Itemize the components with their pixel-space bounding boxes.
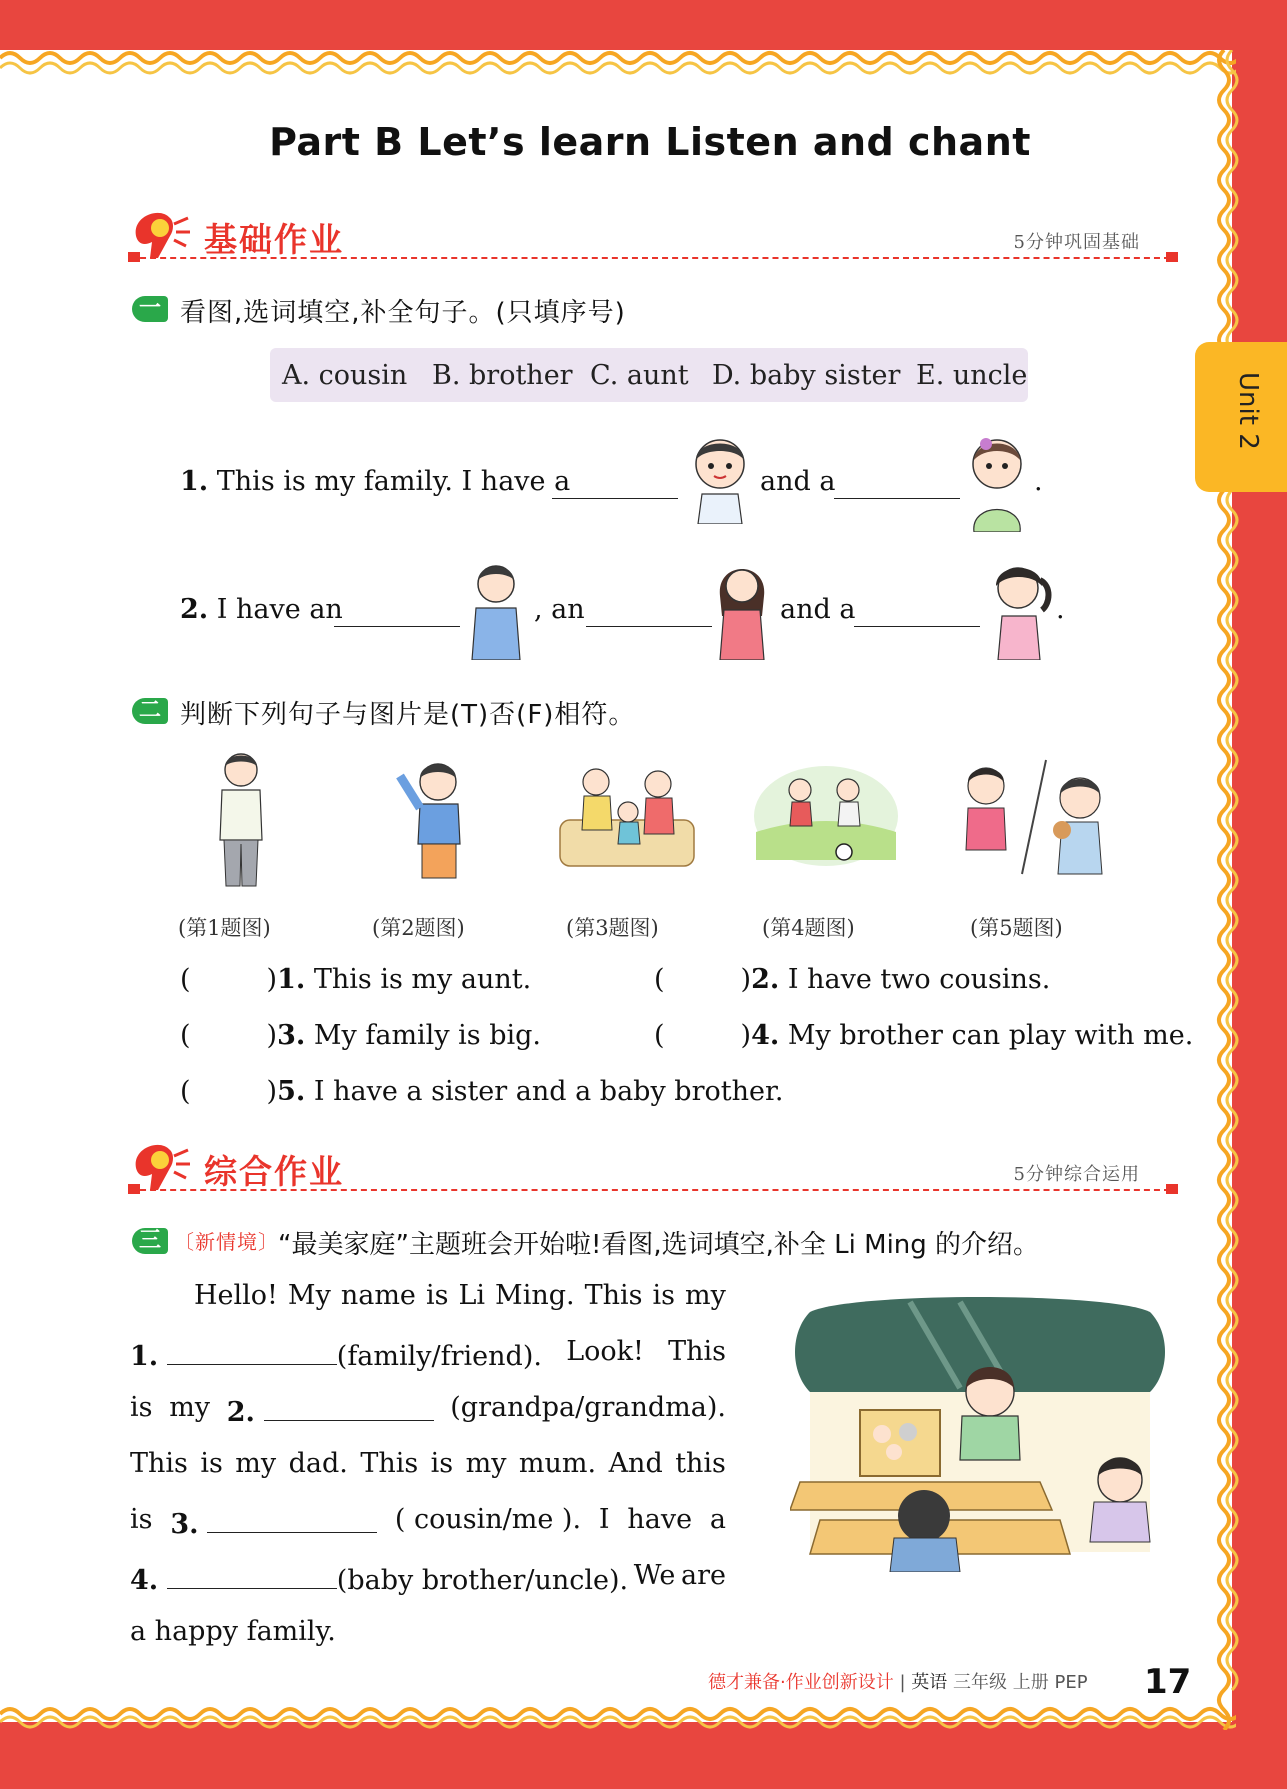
passage-line-5: is 3. ( cousin/me ). I have a [130, 1504, 726, 1540]
option-b: B. brother [432, 360, 573, 391]
sentence-1-part-1: This is my family. I have a [216, 466, 571, 497]
sentence-1-part-2: and a [760, 466, 836, 497]
question-badge-1: 一 [132, 296, 168, 322]
tf-item-2: ( )2. I have two cousins. [654, 964, 1051, 995]
page-footer [708, 1668, 1088, 1694]
divider-end-right [1166, 252, 1178, 262]
passage-line-2: 1. (family/friend). Look! This [130, 1336, 726, 1372]
passage-blank-4[interactable] [167, 1560, 337, 1589]
sentence-2-end: . [1056, 594, 1065, 625]
divider-end-right [1166, 1184, 1178, 1194]
caption-picture-1: (第1题图) [178, 916, 271, 940]
tf-item-1: ( )1. This is my aunt. [180, 964, 532, 995]
woman-aunt-illustration [714, 556, 770, 660]
question-badge-3: 三 [132, 1228, 168, 1254]
tf-item-3: ( )3. My family is big. [180, 1020, 542, 1051]
footer-volume: 上册 [1012, 1672, 1049, 1693]
page-number: 17 [1144, 1662, 1192, 1702]
classroom-illustration [790, 1292, 1170, 1572]
passage-blank-3[interactable] [207, 1504, 377, 1533]
tf-item-5: ( )5. I have a sister and a baby brother. [180, 1076, 784, 1107]
section-comprehensive-note: 5分钟综合运用 [1013, 1164, 1140, 1185]
baby-girl-illustration [962, 428, 1032, 532]
blank-1a[interactable] [552, 470, 678, 499]
wavy-border-bottom [0, 1700, 1240, 1740]
blank-2c[interactable] [854, 598, 980, 627]
option-d: D. baby sister [712, 360, 901, 391]
picture-1-man [206, 748, 276, 888]
man-uncle-illustration [464, 556, 528, 660]
tf-item-4: ( )4. My brother can play with me. [654, 1020, 1194, 1051]
boy-brother-illustration [684, 432, 756, 524]
caption-picture-2: (第2题图) [372, 916, 465, 940]
section-basic-label: 基础作业 [204, 220, 344, 259]
picture-3-family-sofa [556, 760, 698, 880]
question-3-instruction: “最美家庭”主题班会开始啦!看图,选词填空,补全 Li Ming 的介绍。 [278, 1230, 1040, 1260]
passage-line-4: This is my dad. This is my mum. And this [130, 1448, 726, 1479]
sentence-2-part-3: and a [780, 594, 856, 625]
passage-line-7: a happy family. [130, 1616, 336, 1647]
caption-picture-4: (第4题图) [762, 916, 855, 940]
footer-separator: | [899, 1672, 906, 1693]
picture-5-girl-and-baby [950, 756, 1112, 880]
passage-line-3: is my 2. (grandpa/grandma). [130, 1392, 726, 1428]
dashed-divider [130, 257, 1170, 259]
section-basic-heading [130, 206, 1170, 266]
footer-grade: 三年级 [953, 1672, 1008, 1693]
wavy-border-top [0, 44, 1240, 82]
sentence-2-number: 2. [180, 594, 209, 625]
option-a: A. cousin [282, 360, 408, 391]
option-e: E. uncle [916, 360, 1028, 391]
caption-picture-5: (第5题图) [970, 916, 1063, 940]
passage-line-6: 4. (baby brother/uncle). We are [130, 1560, 726, 1596]
question-1-instruction: 看图,选词填空,补全句子。(只填序号) [180, 298, 626, 328]
footer-subject: 英语 [911, 1672, 948, 1693]
option-c: C. aunt [590, 360, 689, 391]
page-title: Part B Let’s learn Listen and chant [269, 120, 1031, 164]
blank-2b[interactable] [586, 598, 712, 627]
caption-picture-3: (第3题图) [566, 916, 659, 940]
divider-end-left [128, 1184, 140, 1194]
passage-line-1: Hello! My name is Li Ming. This is my [194, 1280, 726, 1311]
footer-edition: PEP [1054, 1672, 1088, 1693]
blank-1b[interactable] [834, 470, 960, 499]
unit-tab-label: Unit 2 [1233, 372, 1263, 450]
picture-4-boys-football [752, 760, 900, 870]
unit-side-tab [1195, 342, 1287, 492]
sentence-1-end: . [1034, 466, 1043, 497]
sentence-1-number: 1. [180, 466, 209, 497]
question-badge-2: 二 [132, 698, 168, 724]
wavy-border-right [1210, 50, 1246, 1730]
dashed-divider [130, 1189, 1170, 1191]
sentence-2-part-2: , an [534, 594, 585, 625]
question-2-instruction: 判断下列句子与图片是(T)否(F)相符。 [180, 700, 636, 730]
section-comprehensive-heading [130, 1138, 1170, 1198]
section-basic-note: 5分钟巩固基础 [1013, 232, 1140, 253]
picture-2-boy-waving [390, 756, 480, 880]
passage-blank-2[interactable] [264, 1392, 434, 1421]
passage-blank-1[interactable] [167, 1336, 337, 1365]
new-context-tag: 〔新情境〕 [174, 1230, 279, 1254]
word-options-box [270, 348, 1028, 402]
girl-cousin-illustration [986, 556, 1054, 660]
sentence-1 [180, 466, 570, 497]
section-comprehensive-label: 综合作业 [204, 1152, 344, 1191]
divider-end-left [128, 252, 140, 262]
sentence-2 [180, 594, 343, 625]
footer-series: 德才兼备·作业创新设计 [708, 1672, 894, 1693]
blank-2a[interactable] [334, 598, 460, 627]
sentence-2-part-1: I have an [216, 594, 343, 625]
